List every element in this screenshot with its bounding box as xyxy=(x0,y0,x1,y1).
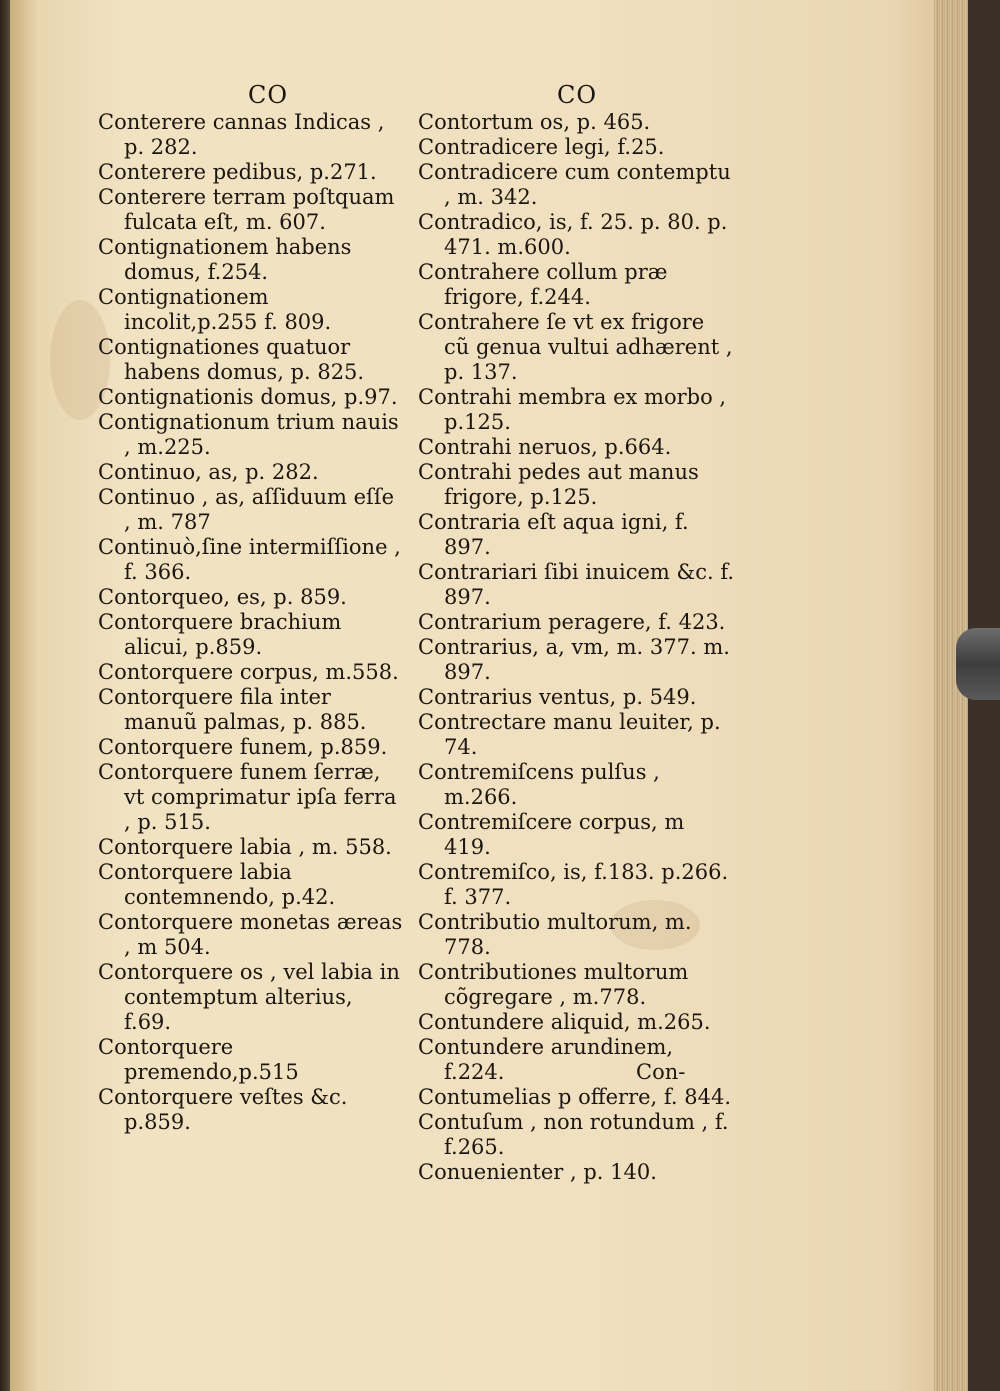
index-entry: Contignationum trium nauis , m.225. xyxy=(98,410,399,459)
index-entry: Contorquere labia contemnendo, p.42. xyxy=(98,860,336,909)
index-entry: Conterere pedibus, p.271. xyxy=(98,160,377,184)
index-entry: Contorquere funem ſerræ, vt comprimatur ipſa ferra , p. 515. xyxy=(98,760,397,834)
index-entry: Contundere aliquid, m.265. xyxy=(418,1010,711,1034)
index-entry: Contradicere legi, f.25. xyxy=(418,135,665,159)
index-entry: Contignationis domus, p.97. xyxy=(98,385,398,409)
index-entry: Contradico, is, f. 25. p. 80. p. 471. m.600. xyxy=(418,210,728,259)
index-entry: Conuenienter , p. 140. xyxy=(418,1160,657,1184)
index-entry: Continuo , as, aſſiduum eſſe , m. 787 xyxy=(98,485,395,534)
index-entry: Continuo, as, p. 282. xyxy=(98,460,319,484)
right-column-header: CO xyxy=(556,81,598,109)
index-entry: Contumelias p offerre, f. 844. xyxy=(418,1085,732,1109)
page-clip-tab xyxy=(956,628,1000,700)
index-entry: Contignationem habens domus, f.254. xyxy=(98,235,352,284)
index-entry: Contremiſco, is, f.183. p.266. f. 377. xyxy=(418,860,729,909)
index-entry: Contorquere funem, p.859. xyxy=(98,735,388,759)
right-entry-list xyxy=(418,110,736,1185)
index-entry: Contorquere fila inter manuũ palmas, p. 885. xyxy=(98,685,367,734)
index-entry: Contorquere premendo,p.515 xyxy=(98,1035,299,1084)
index-entry: Continuò,ſine intermiſſione , f. 366. xyxy=(98,535,401,584)
index-entry: Contorqueo, es, p. 859. xyxy=(98,585,347,609)
right-column xyxy=(418,80,736,1185)
index-entry: Contraria eſt aqua igni, f. 897. xyxy=(418,510,689,559)
index-entry: Contortum os, p. 465. xyxy=(418,110,651,134)
index-entry: Contorquere brachium alicui, p.859. xyxy=(98,610,342,659)
index-entry: Contrahi membra ex morbo , p.125. xyxy=(418,385,727,434)
index-entry: Contradicere cum contemptu , m. 342. xyxy=(418,160,731,209)
index-entry: Contorquere veſtes &c. p.859. xyxy=(98,1085,348,1134)
index-entry: Contributiones multorum cõgregare , m.778. xyxy=(418,960,689,1009)
index-entry: Contrahere ſe vt ex frigore cũ genua vultui adhærent , p. 137. xyxy=(418,310,733,384)
index-entry: Contrahere collum præ frigore, f.244. xyxy=(418,260,668,309)
index-entry: Contrarium peragere, f. 423. xyxy=(418,610,726,634)
left-entry-list xyxy=(98,110,403,1135)
index-entry: Contuſum , non rotundum , f. f.265. xyxy=(418,1110,729,1159)
catchword: Con- xyxy=(636,1060,686,1084)
left-column-header: CO xyxy=(247,81,289,109)
index-entry: Contremiſcere corpus, m 419. xyxy=(418,810,685,859)
index-entry: Contorquere os , vel labia in contemptum alterius, f.69. xyxy=(98,960,400,1034)
index-entry: Contundere arundinem, f.224. xyxy=(418,1035,674,1084)
index-entry: Conterere cannas Indicas , p. 282. xyxy=(98,110,385,159)
index-entry: Contremiſcens pulſus , m.266. xyxy=(418,760,660,809)
index-entry: Contignationes quatuor habens domus, p. 825. xyxy=(98,335,365,384)
index-entry: Contrarius, a, vm, m. 377. m. 897. xyxy=(418,635,730,684)
index-entry: Contignationem incolit,p.255 f. 809. xyxy=(98,285,332,334)
index-entry: Contrarius ventus, p. 549. xyxy=(418,685,697,709)
index-entry: Contorquere labia , m. 558. xyxy=(98,835,392,859)
index-entry: Contorquere monetas æreas , m 504. xyxy=(98,910,403,959)
index-entry: Contrahi pedes aut manus frigore, p.125. xyxy=(418,460,699,509)
index-entry: Conterere terram poſtquam fulcata eſt, m. 607. xyxy=(98,185,395,234)
left-column xyxy=(98,80,403,1135)
index-entry: Contrahi neruos, p.664. xyxy=(418,435,672,459)
index-entry: Contrariari ſibi inuicem &c. f. 897. xyxy=(418,560,735,609)
index-entry: Contributio multorum, m. 778. xyxy=(418,910,692,959)
index-entry: Contorquere corpus, m.558. xyxy=(98,660,399,684)
index-entry: Contrectare manu leuiter, p. 74. xyxy=(418,710,721,759)
